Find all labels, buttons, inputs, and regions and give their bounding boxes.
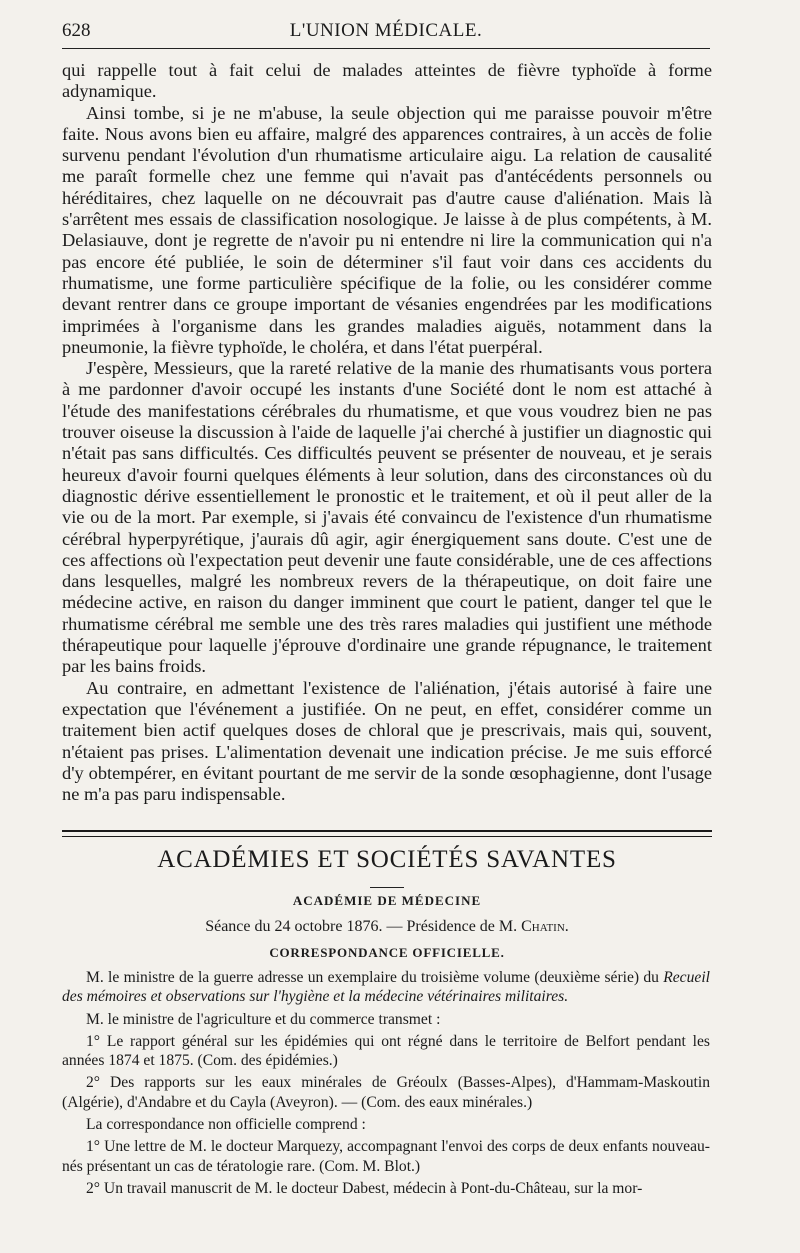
page-number: 628	[62, 20, 91, 41]
seance-prefix: Séance du 24 octobre 1876. — Présidence de M.	[205, 918, 522, 935]
body-paragraph: Au contraire, en admettant l'existence de l'aliénation, j'étais autorisé à faire une expectation que l'événement a justifiée. On ne peut, en effet, considérer comme un traitement bien actif quelques doses de chloral que je prescrivais, mais qui, souvent, n'étaient pas prises. L'alimentation devenait une indication précise. Je me suis efforcé d'y obtempérer, en évitant pourtant de me servir de la sonde œsophagienne, dont l'usage ne m'a pas paru indispensable.	[62, 677, 712, 805]
section-divider	[62, 830, 712, 837]
president-name: Chatin	[521, 918, 565, 935]
correspondence-entry	[62, 968, 710, 1007]
correspondence-entry: 1° Une lettre de M. le docteur Marquezy, accompagnant l'envoi des corps de deux enfants nouveau-nés présentant un cas de tératologie rare. (Com. M. Blot.)	[62, 1138, 710, 1175]
correspondence-entry: M. le ministre de l'agriculture et du commerce transmet :	[86, 1010, 441, 1028]
body-paragraph: Ainsi tombe, si je ne m'abuse, la seule objection qui me paraisse pouvoir m'être faite. Nous avons bien eu affaire, malgré des apparences contraires, à un accès de folie survenu pendant l'évolution d'un rhumatisme articulaire aigu. La relation de causalité me paraît formelle chez une femme qui n'avait pas d'antécédents personnels ou héréditaires, chez laquelle on ne découvrait pas d'autre cause d'aliénation. Mais là s'arrêtent mes essais de classification nosologique. Je laisse à de plus compétents, à M. Delasiauve, dont je regrette de n'avoir pu ni entendre ni lire la communication qui n'a pas encore été publiée, le soin de déterminer s'il faut voir dans ces accidents du rhumatisme, une forme particulière spécifique de la folie, ou les considérer comme devant rentrer dans ce groupe important de vésanies engendrées par les modifications imprimées à l'organisme dans les grandes maladies aiguës, notamment dans la pneumonie, la fièvre typhoïde, le choléra, et dans l'état puerpéral.	[62, 102, 712, 357]
article-body	[62, 60, 712, 805]
running-title: L'UNION MÉDICALE.	[289, 20, 483, 41]
subsection-rule	[370, 887, 404, 888]
body-paragraph: qui rappelle tout à fait celui de malades atteintes de fièvre typhoïde à forme adynamique.	[62, 60, 712, 102]
entry-title-italic: Recueil des mémoires et observations sur l'hygiène et la médecine vétérinaires militaires.	[62, 969, 710, 1006]
correspondence-heading: CORRESPONDANCE OFFICIELLE.	[269, 945, 505, 960]
page-header	[62, 14, 710, 49]
correspondence-entry: 2° Un travail manuscrit de M. le docteur Dabest, médecin à Pont-du-Château, sur la mor-	[86, 1179, 643, 1197]
correspondence-entry: La correspondance non officielle comprend :	[86, 1116, 366, 1134]
correspondence-entry: 2° Des rapports sur les eaux minérales de Gréoulx (Basses-Alpes), d'Hammam-Maskoutin (Algérie), d'Andabre et du Cayla (Aveyron). — (Com. des eaux minérales.)	[62, 1074, 710, 1111]
seance-line	[62, 918, 712, 936]
body-paragraph: J'espère, Messieurs, que la rareté relative de la manie des rhumatisants vous portera à me pardonner d'avoir occupé les instants d'une Société dont le nom est attaché à l'étude des manifestations cérébrales du rhumatisme, et que vous voudrez bien ne pas trouver oiseuse la discussion à l'aide de laquelle j'ai cherché à justifier un diagnostic qui n'était pas sans difficultés. Ces difficultés peuvent se présenter de nouveau, et je serais heureux d'avoir fourni quelques éléments à leur solution, dans des circonstances où du diagnostic dérive essentiellement le pronostic et le traitement, et où il peut aller de la vie ou de la mort. Par exemple, si j'avais été convaincu de l'existence d'un rhumatisme cérébral hyperpyrétique, j'aurais dû agir, agir énergiquement sans doute. C'est une de ces affections où l'expectation peut devenir une faute considérable, une de ces affections dans lesquelles, malgré les nombreux revers de la thérapeutique, on doit faire une médecine active, en raison du danger imminent que court le patient, danger tel que le rhumatisme cérébral me semble une des très rares maladies qui justifient une méthode thérapeutique pour laquelle j'éprouve d'ordinaire une grande répugnance, le traitement par les bains froids.	[62, 358, 712, 677]
correspondence-list	[62, 968, 710, 1198]
correspondence-entry: 1° Le rapport général sur les épidémies qui ont régné dans le territoire de Belfort pendant les années 1874 et 1875. (Com. des épidémies.)	[62, 1032, 710, 1070]
seance-suffix: .	[564, 918, 569, 935]
section-title: ACADÉMIES ET SOCIÉTÉS SAVANTES	[157, 846, 617, 873]
subsection-title: ACADÉMIE DE MÉDECINE	[292, 893, 482, 908]
entry-text: M. le ministre de la guerre adresse un exemplaire du troisième volume (deuxième série) du	[86, 969, 664, 986]
